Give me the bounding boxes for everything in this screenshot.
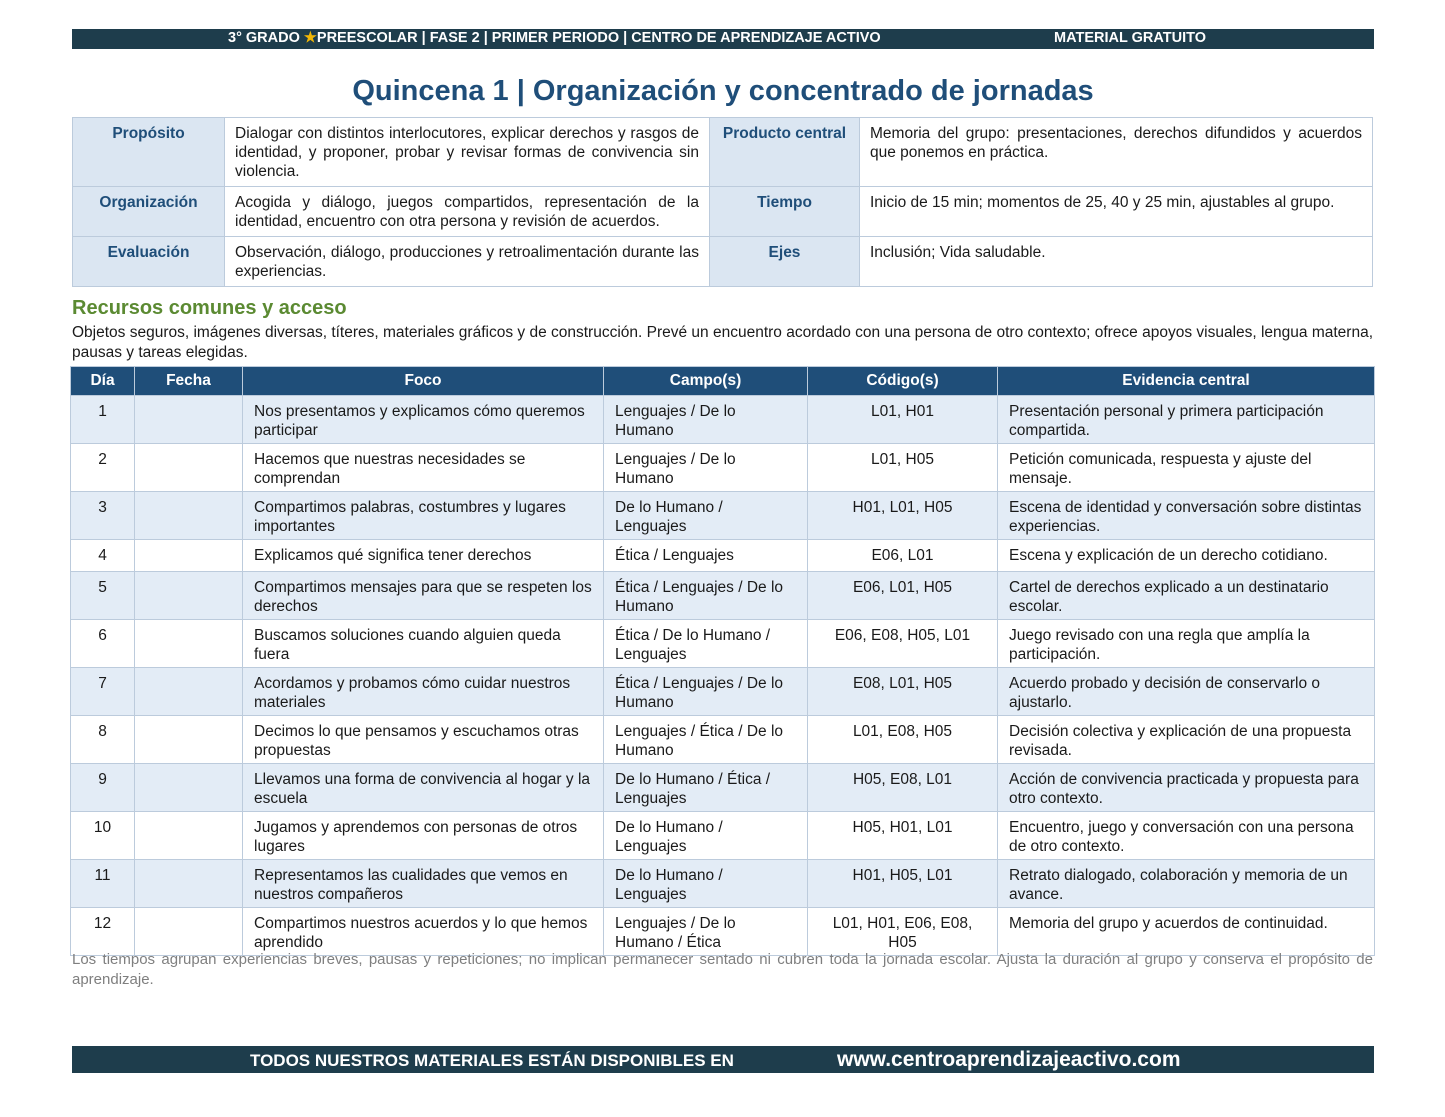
evidence-cell: Retrato dialogado, colaboración y memoria de un avance. [998,860,1375,908]
evaluacion-value: Observación, diálogo, producciones y retroalimentación durante las experiencias. [225,237,710,287]
day-cell: 2 [71,444,135,492]
evidence-cell: Petición comunicada, respuesta y ajuste del mensaje. [998,444,1375,492]
focus-cell: Buscamos soluciones cuando alguien queda fuera [243,620,604,668]
focus-cell: Nos presentamos y explicamos cómo queremos participar [243,396,604,444]
top-banner [72,29,1374,49]
codes-cell: E06, L01 [808,540,998,572]
codes-cell: E06, E08, H05, L01 [808,620,998,668]
date-cell [135,540,243,572]
fields-cell: De lo Humano / Lenguajes [604,860,808,908]
page-title: Quincena 1 | Organización y concentrado de jornadas [352,75,1094,107]
date-cell [135,716,243,764]
banner-grade-text: 3° GRADO ★PREESCOLAR | FASE 2 | PRIMER PERIODO | CENTRO DE APRENDIZAJE ACTIVO [228,30,881,46]
evidence-cell: Acuerdo probado y decisión de conservarlo o ajustarlo. [998,668,1375,716]
focus-cell: Compartimos palabras, costumbres y lugares importantes [243,492,604,540]
fields-cell: Ética / Lenguajes / De lo Humano [604,572,808,620]
jornadas-table [70,366,1375,956]
fields-cell: Ética / Lenguajes / De lo Humano [604,668,808,716]
organizacion-value: Acogida y diálogo, juegos compartidos, representación de la identidad, encuentro con otra persona y revisión de acuerdos. [225,187,710,237]
footnote: Los tiempos agrupan experiencias breves, pausas y repeticiones; no implican permanecer sentado ni cubren toda la jornada escolar. Ajusta la duración al grupo y conserva el propósito de aprendizaje. [72,951,1373,988]
day-cell: 4 [71,540,135,572]
table-row [71,620,1375,668]
date-cell [135,572,243,620]
fields-cell: De lo Humano / Lenguajes [604,492,808,540]
header-fecha: Fecha [135,367,243,396]
producto-label: Producto central [710,118,860,187]
table-row [71,540,1375,572]
focus-cell: Hacemos que nuestras necesidades se comprendan [243,444,604,492]
bottom-banner [72,1046,1374,1073]
codes-cell: H05, E08, L01 [808,764,998,812]
codes-cell: H05, H01, L01 [808,812,998,860]
banner-free-material: MATERIAL GRATUITO [1054,30,1206,46]
codes-cell: L01, E08, H05 [808,716,998,764]
proposito-value: Dialogar con distintos interlocutores, explicar derechos y rasgos de identidad, y proponer, probar y revisar formas de convivencia sin violencia. [225,118,710,187]
fields-cell: Ética / De lo Humano / Lenguajes [604,620,808,668]
star-icon: ★ [303,30,317,46]
day-cell: 10 [71,812,135,860]
date-cell [135,860,243,908]
codes-cell: L01, H05 [808,444,998,492]
table-row [71,572,1375,620]
day-cell: 5 [71,572,135,620]
footer-website-link[interactable]: www.centroaprendizajeactivo.com [837,1048,1181,1071]
day-cell: 1 [71,396,135,444]
date-cell [135,396,243,444]
date-cell [135,668,243,716]
header-codigos: Código(s) [808,367,998,396]
evidence-cell: Acción de convivencia practicada y propuesta para otro contexto. [998,764,1375,812]
evaluacion-label: Evaluación [73,237,225,287]
header-foco: Foco [243,367,604,396]
day-cell: 11 [71,860,135,908]
day-cell: 7 [71,668,135,716]
date-cell [135,764,243,812]
table-row [71,764,1375,812]
fields-cell: Ética / Lenguajes [604,540,808,572]
evidence-cell: Escena y explicación de un derecho cotidiano. [998,540,1375,572]
fields-cell: De lo Humano / Lenguajes [604,812,808,860]
table-row [71,908,1375,956]
table-row [71,668,1375,716]
day-cell: 8 [71,716,135,764]
date-cell [135,492,243,540]
recursos-title: Recursos comunes y acceso [72,297,347,319]
evidence-cell: Escena de identidad y conversación sobre distintas experiencias. [998,492,1375,540]
day-cell: 3 [71,492,135,540]
ejes-value: Inclusión; Vida saludable. [860,237,1373,287]
footer-text: TODOS NUESTROS MATERIALES ESTÁN DISPONIBLES EN [250,1051,734,1070]
codes-cell: L01, H01, E06, E08, H05 [808,908,998,956]
table-row [71,812,1375,860]
table-row [71,860,1375,908]
focus-cell: Llevamos una forma de convivencia al hogar y la escuela [243,764,604,812]
focus-cell: Jugamos y aprendemos con personas de otros lugares [243,812,604,860]
day-cell: 6 [71,620,135,668]
codes-cell: L01, H01 [808,396,998,444]
fields-cell: Lenguajes / De lo Humano / Ética [604,908,808,956]
focus-cell: Compartimos nuestros acuerdos y lo que hemos aprendido [243,908,604,956]
fields-cell: Lenguajes / De lo Humano [604,444,808,492]
codes-cell: H01, H05, L01 [808,860,998,908]
fields-cell: De lo Humano / Ética / Lenguajes [604,764,808,812]
evidence-cell: Presentación personal y primera participación compartida. [998,396,1375,444]
header-dia: Día [71,367,135,396]
date-cell [135,620,243,668]
date-cell [135,812,243,860]
focus-cell: Acordamos y probamos cómo cuidar nuestros materiales [243,668,604,716]
evidence-cell: Decisión colectiva y explicación de una propuesta revisada. [998,716,1375,764]
evidence-cell: Memoria del grupo y acuerdos de continuidad. [998,908,1375,956]
evidence-cell: Encuentro, juego y conversación con una persona de otro contexto. [998,812,1375,860]
focus-cell: Explicamos qué significa tener derechos [243,540,604,572]
day-cell: 12 [71,908,135,956]
tiempo-value: Inicio de 15 min; momentos de 25, 40 y 25 min, ajustables al grupo. [860,187,1373,237]
table-row [71,396,1375,444]
proposito-label: Propósito [73,118,225,187]
info-table [72,117,1373,287]
focus-cell: Compartimos mensajes para que se respeten los derechos [243,572,604,620]
fields-cell: Lenguajes / Ética / De lo Humano [604,716,808,764]
codes-cell: E06, L01, H05 [808,572,998,620]
codes-cell: H01, L01, H05 [808,492,998,540]
date-cell [135,908,243,956]
header-campos: Campo(s) [604,367,808,396]
table-row [71,444,1375,492]
header-evidencia: Evidencia central [998,367,1375,396]
recursos-text: Objetos seguros, imágenes diversas, títeres, materiales gráficos y de construcción. Prevé un encuentro acordado con una persona de otro contexto; ofrece apoyos visuales, lengua materna, pausas y tareas elegidas. [72,324,1374,361]
focus-cell: Representamos las cualidades que vemos en nuestros compañeros [243,860,604,908]
evidence-cell: Cartel de derechos explicado a un destinatario escolar. [998,572,1375,620]
fields-cell: Lenguajes / De lo Humano [604,396,808,444]
table-row [71,492,1375,540]
codes-cell: E08, L01, H05 [808,668,998,716]
organizacion-label: Organización [73,187,225,237]
tiempo-label: Tiempo [710,187,860,237]
date-cell [135,444,243,492]
table-row [71,716,1375,764]
ejes-label: Ejes [710,237,860,287]
day-cell: 9 [71,764,135,812]
evidence-cell: Juego revisado con una regla que amplía la participación. [998,620,1375,668]
producto-value: Memoria del grupo: presentaciones, derechos difundidos y acuerdos que ponemos en práctica. [860,118,1373,187]
focus-cell: Decimos lo que pensamos y escuchamos otras propuestas [243,716,604,764]
